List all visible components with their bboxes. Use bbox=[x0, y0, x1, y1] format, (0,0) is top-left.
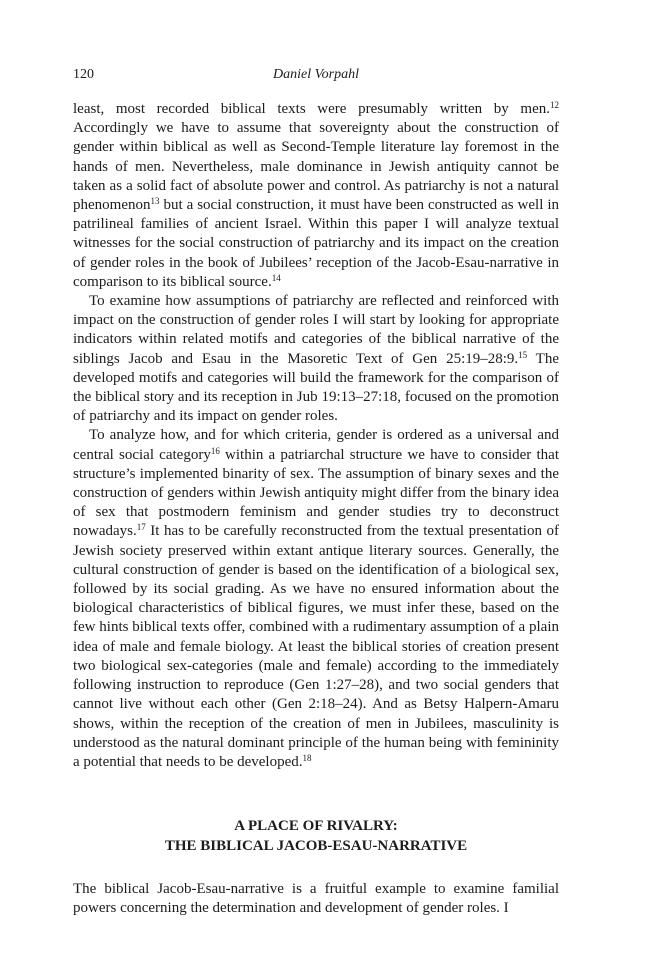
closing-paragraph: The biblical Jacob-Esau-narrative is a fruitful example to examine familial powers concerning the determination and development of gender roles. I bbox=[73, 881, 559, 917]
footnote-marker[interactable]: 17 bbox=[136, 522, 146, 533]
running-head-author: Daniel Vorpahl bbox=[273, 67, 359, 82]
section-heading bbox=[73, 816, 559, 856]
paragraph-text: It has to be carefully reconstructed from the textual presentation of Jewish society preserved within extant antique literary sources. Generally, the cultural construction of gender is based on the identification of a biological sex, followed by its social grading. As we have no ensured information about the biological characteristics of biblical figures, we must infer these, based on the few hints biblical texts offer, combined with a rudimentary assumption of a plain idea of male and female biology. At least the biblical stories of creation present two biological sex-categories (male and female) according to the immediately following instruction to reproduce (Gen 1:27–28), and two social genders that cannot live without each other (Gen 2:18–24). And as Betsy Halpern-Amaru shows, within the reception of the creation of men in Jubilees, masculinity is understood as the natural dominant principle of the human being with femininity a potential that needs to be developed. bbox=[73, 523, 559, 770]
paragraph-text: within a patriarchal structure we have to consider that structure’s implemented binarity of sex. The assumption of binary sexes and the construction of genders within Jewish antiquity might differ from the binary idea of sex that postmodern feminism and gender studies try to deconstruct nowadays. bbox=[73, 446, 559, 540]
section-heading-line-1: A PLACE OF RIVALRY: bbox=[234, 818, 398, 835]
footnote-marker[interactable]: 13 bbox=[150, 196, 160, 207]
body-paragraph bbox=[73, 100, 559, 292]
body-text bbox=[73, 100, 559, 919]
footnote-marker[interactable]: 18 bbox=[302, 752, 312, 763]
footnote-marker[interactable]: 14 bbox=[271, 272, 281, 283]
paragraph-text: Accordingly we have to assume that sovereignty about the construction of gender within biblical as well as Second-Temple literature lay foremost in the hands of men. Nevertheless, male dominance in Jewish antiquity cannot be taken as a solid fact of absolute power and control. As patriarchy is not a natural phenomenon bbox=[73, 120, 559, 214]
paragraph-text: To analyze how, and for which criteria, gender is ordered as a universal and central social category bbox=[73, 427, 559, 463]
body-paragraph bbox=[73, 292, 559, 426]
paragraph-text: but a social construction, it must have been constructed as well in patrilineal families of ancient Israel. Within this paper I will analyze textual witnesses for the social construction of patriarchy and its impact on the creation of gender roles in the book of Jubilees’ reception of the Jacob-Esau-narrative in comparison to its biblical source. bbox=[73, 197, 559, 290]
footnote-marker[interactable]: 15 bbox=[518, 349, 528, 360]
paragraph-text: To examine how assumptions of patriarchy are reflected and reinforced with impact on the construction of gender roles I will start by looking for appropriate indicators within related motifs and categories of the biblical narrative of the siblings Jacob and Esau in the Masoretic Text of Gen 25:19–28:9. bbox=[73, 293, 559, 367]
paragraph-text: least, most recorded biblical texts were presumably written by men. bbox=[73, 101, 550, 117]
running-head bbox=[73, 66, 559, 88]
section-heading-line-2: THE BIBLICAL JACOB-ESAU-NARRATIVE bbox=[164, 838, 468, 855]
paragraph-text: The developed motifs and categories will build the framework for the comparison of the biblical story and its reception in Jub 19:13–27:18, focused on the promotion of patriarchy and its impact on gender roles. bbox=[73, 350, 559, 425]
body-paragraph bbox=[73, 426, 559, 772]
footnote-marker[interactable]: 16 bbox=[210, 445, 220, 456]
footnote-marker[interactable]: 12 bbox=[550, 100, 559, 110]
paragraph-list bbox=[73, 100, 559, 772]
book-page bbox=[73, 66, 559, 919]
page-number: 120 bbox=[73, 67, 94, 82]
